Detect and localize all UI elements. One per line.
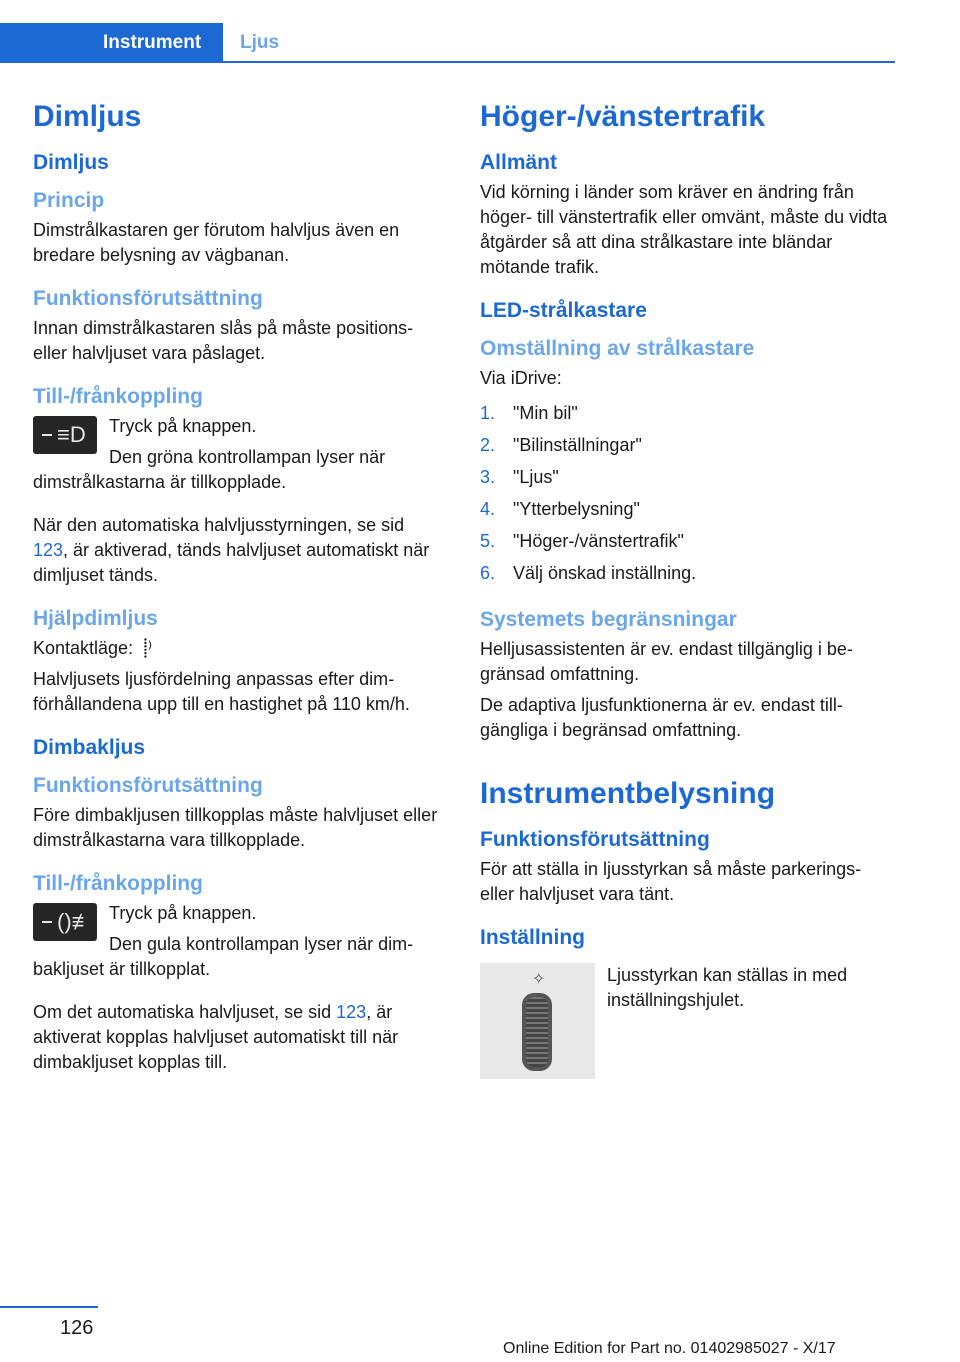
text-kontaktlage: Kontaktläge: ⸽⁾ [33,638,153,658]
right-column [480,98,898,1085]
text-princip: Dimstrålkastaren ger förutom halvljus även en bredare belysning av vägbanan. [33,220,400,265]
tab-instrument[interactable] [0,23,223,61]
rear-fog-light-button-icon: ()≢ [33,903,97,941]
heading-funktionsforutsattning-1: Funktionsförutsättning [33,287,263,310]
heading-till-fran-2: Till-/frånkoppling [33,872,203,895]
text-tryck-1: Tryck på knappen. [109,416,257,436]
text-allmant: Vid körning i länder som kräver en ändring från höger- till vänstertrafik eller omvänt, måste du vidta åtgärder så att dina strålkastare inte bländar mötande trafik. [480,182,888,277]
text-funktionsforutsattning-3: För att ställa in ljusstyrkan så måste parkerings- eller halvljuset vara tänt. [480,859,862,904]
installning-block [480,963,898,1013]
text-funktionsforutsattning-2: Före dimbakljusen tillkopplas måste halvljuset eller dimstrålkastarna vara tillkopplade. [33,805,438,850]
heading-omstallning: Omställning av strålkastare [480,337,755,360]
section-title-dimljus: Dimljus [33,100,142,133]
idrive-steps-list [480,397,898,589]
subsection-dimbakljus: Dimbakljus [33,736,146,759]
text-gron-kontrollampa: Den gröna kontrollampan lyser när dimstrålkastarna är tillkopplade. [33,447,386,492]
list-item: 3. "Ljus" [480,467,559,487]
text-funktionsforutsattning-1: Innan dimstrålkastaren slås på måste positions- eller halvljuset vara påslaget. [33,318,414,363]
chapter-tabs [0,23,895,63]
list-item: 4. "Ytterbelysning" [480,499,640,519]
front-fog-light-button-icon: ≡D [33,416,97,454]
tab-ljus[interactable]: Ljus [240,32,280,53]
heading-systemets-begransningar: Systemets begränsningar [480,608,737,631]
subsection-allmant: Allmänt [480,151,558,174]
footer-rule [0,1306,98,1308]
brightness-icon: ✧ [532,971,546,988]
ignition-key-icon: ⸽⁾ [143,638,153,658]
text-adaptiva: De adaptiva ljusfunktionerna är ev. endast tillgängliga i begränsad omfattning. [480,695,843,740]
subsection-led: LED-strålkastare [480,299,647,322]
page-link-123[interactable]: 123 [33,540,64,560]
heading-till-fran-1: Till-/frånkoppling [33,385,203,408]
text-auto-1: När den automatiska halvljusstyrningen, se sid 123, är aktiverad, tänds halvljuset automatiskt när dimljuset tänds. [33,515,430,585]
text-auto-2: Om det automatiska halvljuset, se sid 123, är aktiverat kopplas halvljuset automatiskt till när dimbakljuset kopplas till. [33,1002,399,1072]
section-title-hoger-vanster: Höger-/vänstertrafik [480,100,766,133]
left-column [33,98,443,1093]
list-item: 6. Välj önskad inställning. [480,563,697,583]
tab-instrument-label: Instrument [103,32,202,53]
rear-fog-button-block [33,901,443,982]
subsection-installning: Inställning [480,926,585,949]
subsection-dimljus: Dimljus [33,151,109,174]
subsection-funktionsforutsattning: Funktionsförutsättning [480,828,710,851]
text-gul-kontrollampa: Den gula kontrollampan lyser när dimbakljuset är tillkopplat. [33,934,414,979]
heading-funktionsforutsattning-2: Funktionsförutsättning [33,774,263,797]
edition-note: Online Edition for Part no. 01402985027 - X/17 [503,1340,836,1357]
text-installning: Ljusstyrkan kan ställas in med inställningshjulet. [607,965,848,1010]
page-link-123-b[interactable]: 123 [336,1002,367,1022]
fog-light-button-block [33,414,443,495]
text-helljusassistent: Helljusassistenten är ev. endast tillgänglig i begränsad omfattning. [480,639,853,684]
list-item: 5. "Höger-/vänstertrafik" [480,531,684,551]
heading-hjalpdimljus: Hjälpdimljus [33,607,158,630]
page-number: 126 [60,1317,94,1339]
text-via-idrive: Via iDrive: [480,368,562,388]
section-title-instrumentbelysning: Instrumentbelysning [480,777,776,810]
list-item: 1. "Min bil" [480,403,578,423]
list-item: 2. "Bilinställningar" [480,435,642,455]
text-tryck-2: Tryck på knappen. [109,903,257,923]
thumbwheel-image [480,963,595,1079]
heading-princip: Princip [33,189,105,212]
text-hjalpdimljus: Halvljusets ljusfördelning anpassas efter dimförhållandena upp till en hastighet på 110 km/h. [33,669,410,714]
